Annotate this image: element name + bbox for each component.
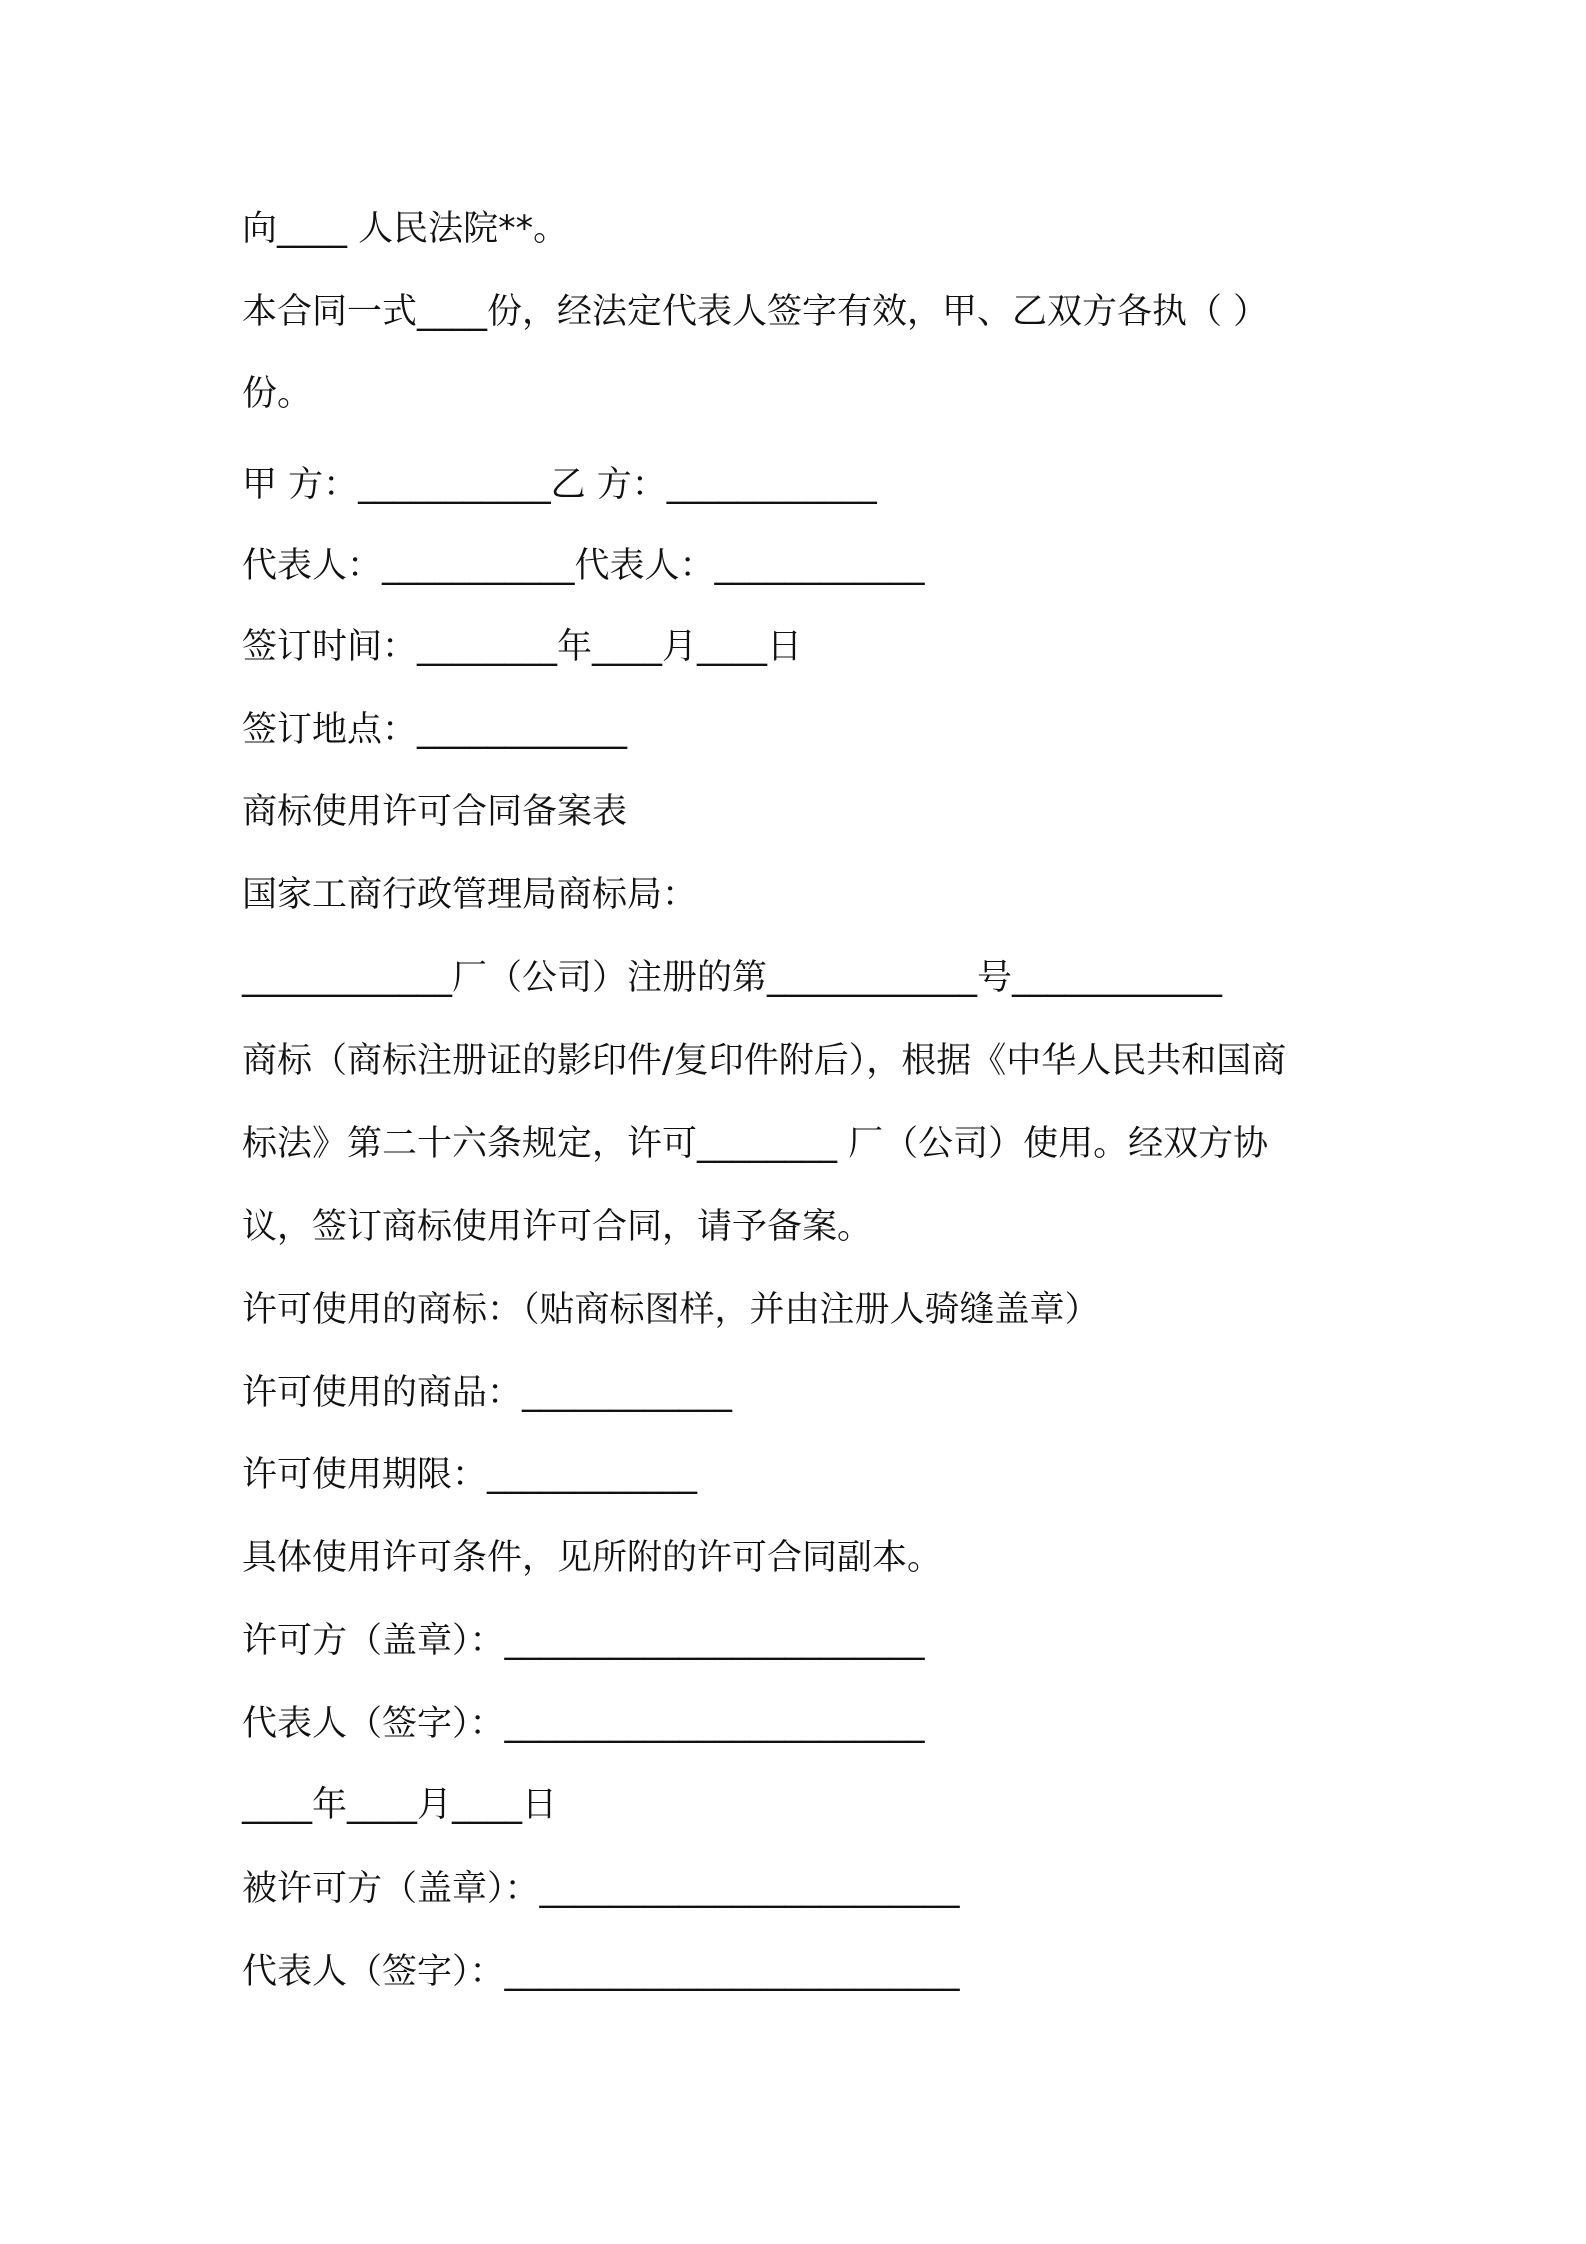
addressee-line: 国家工商行政管理局商标局：: [242, 875, 698, 915]
conditions-line: 具体使用许可条件，见所附的许可合同副本。: [242, 1538, 943, 1578]
licensed-goods-line: 许可使用的商品：____________: [242, 1373, 733, 1413]
copies-clause-continuation: 份。: [242, 374, 313, 414]
signing-place-line: 签订地点：____________: [242, 710, 628, 750]
record-form-title: 商标使用许可合同备案表: [242, 792, 628, 832]
licensor-date-line: ____年____月____日: [242, 1785, 558, 1825]
representative-line: 代表人：___________代表人：____________: [242, 546, 925, 586]
licensor-seal-line: 许可方（盖章）：________________________: [242, 1621, 925, 1661]
body-paragraph-line-1: 商标（商标注册证的影印件/复印件附后），根据《中华人民共和国商: [242, 1041, 1287, 1081]
copies-clause-line: 本合同一式____份，经法定代表人签字有效，甲、乙双方各执（ ）: [242, 292, 1269, 332]
license-term-line: 许可使用期限：____________: [242, 1455, 698, 1495]
party-a-b-line: 甲 方：___________乙 方：____________: [242, 465, 877, 505]
registration-line: ____________厂（公司）注册的第____________号____________: [242, 958, 1223, 998]
body-paragraph-line-3: 议，签订商标使用许可合同，请予备案。: [242, 1207, 873, 1247]
body-paragraph-line-2: 标法》第二十六条规定，许可________ 厂（公司）使用。经双方协: [242, 1124, 1269, 1164]
licensed-trademark-line: 许可使用的商标：（贴商标图样，并由注册人骑缝盖章）: [242, 1290, 1100, 1330]
signing-date-line: 签订时间：________年____月____日: [242, 627, 803, 667]
licensor-representative-line: 代表人（签字）：________________________: [242, 1704, 925, 1744]
licensee-representative-line: 代表人（签字）：__________________________: [242, 1952, 960, 1992]
court-line: 向____ 人民法院**。: [242, 209, 569, 249]
licensee-seal-line: 被许可方（盖章）：________________________: [242, 1869, 960, 1909]
